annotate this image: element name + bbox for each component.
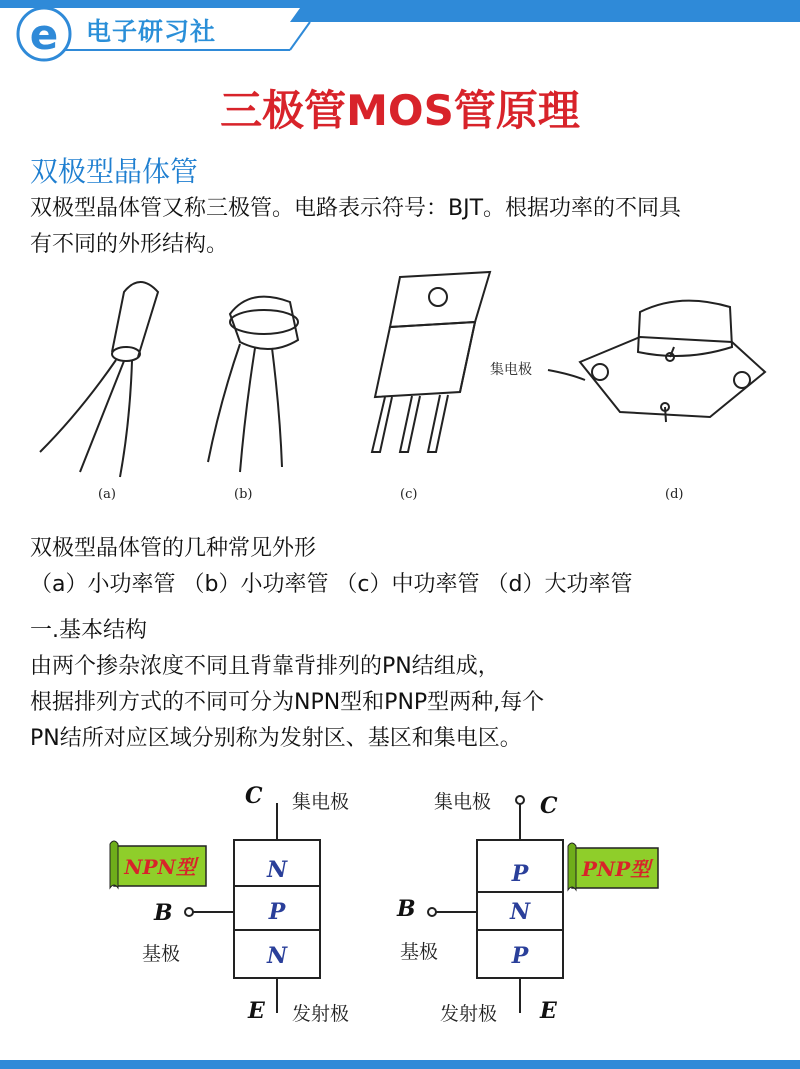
figure-label-c: (c): [400, 487, 418, 502]
svg-text:NPN型: NPN型: [124, 855, 196, 879]
figure-label-d: (d): [665, 487, 684, 502]
section-heading: 双极型晶体管: [30, 155, 199, 188]
figure-label-a: (a): [98, 487, 116, 502]
transistor-packages-figure: [20, 262, 780, 512]
caption-line-1: 双极型晶体管的几种常见外形: [30, 536, 317, 561]
pnp-e-label: E: [540, 998, 557, 1024]
bottom-bar: [0, 1060, 800, 1069]
package-c-drawing: [372, 272, 490, 452]
package-b-drawing: [208, 297, 298, 472]
npn-b-label: B: [154, 900, 173, 926]
npn-tag: [110, 841, 206, 888]
brand-name: 电子研习社: [86, 17, 217, 46]
npn-pnp-diagram: [100, 778, 700, 1038]
intro-line-1: 双极型晶体管又称三极管。电路表示符号：BJT。根据功率的不同具: [30, 196, 682, 221]
logo-icon: [18, 8, 70, 60]
pnp-emitter-label: 发射极: [440, 1003, 498, 1025]
structure-line-2: 根据排列方式的不同可分为NPN型和PNP型两种,每个: [30, 690, 545, 715]
npn-collector-label: 集电极: [292, 791, 350, 813]
figure-label-b: (b): [234, 487, 253, 502]
svg-text:e: e: [29, 10, 59, 59]
collector-callout: 集电极: [490, 362, 532, 378]
pnp-tag: [568, 843, 658, 890]
npn-layer-1: N: [266, 857, 288, 883]
page-title: 三极管MOS管原理: [220, 86, 580, 135]
structure-heading: 一.基本结构: [30, 618, 147, 643]
pnp-layer-1: P: [511, 861, 529, 887]
npn-base-label: 基极: [142, 943, 181, 965]
intro-line-2: 有不同的外形结构。: [30, 232, 229, 257]
package-d-drawing: [548, 301, 765, 422]
npn-layer-2: P: [268, 899, 286, 925]
pnp-b-label: B: [397, 896, 416, 922]
structure-line-3: PN结所对应区域分别称为发射区、基区和集电区。: [30, 726, 522, 751]
npn-emitter-label: 发射极: [292, 1003, 350, 1025]
npn-structure: [110, 783, 349, 1025]
pnp-layer-3: P: [511, 943, 529, 969]
pnp-collector-label: 集电极: [434, 791, 492, 813]
caption-line-2: （a）小功率管 （b）小功率管 （c）中功率管 （d）大功率管: [30, 572, 633, 597]
pnp-structure: [396, 790, 658, 1025]
svg-text:PNP型: PNP型: [581, 857, 651, 881]
npn-e-label: E: [248, 998, 265, 1024]
structure-line-1: 由两个掺杂浓度不同且背靠背排列的PN结组成，: [30, 654, 500, 679]
pnp-c-label: C: [540, 793, 558, 819]
package-a-drawing: [40, 282, 158, 477]
pnp-layer-2: N: [509, 899, 531, 925]
pnp-base-label: 基极: [400, 941, 439, 963]
npn-layer-3: N: [266, 943, 288, 969]
npn-c-label: C: [245, 783, 263, 809]
